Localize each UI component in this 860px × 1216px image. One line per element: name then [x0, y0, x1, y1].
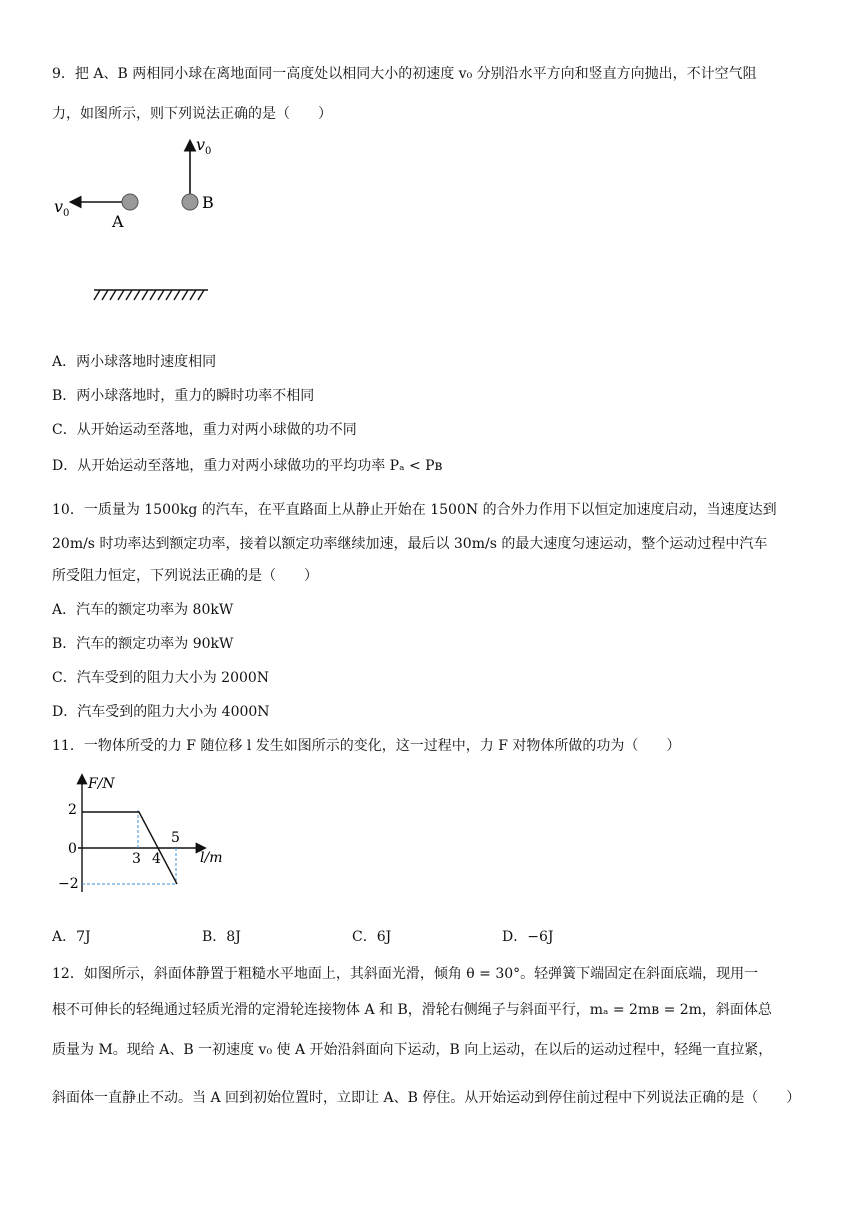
q11-option-c: C．6J [352, 929, 392, 945]
q11-option-a: A．7J [52, 929, 91, 945]
x-tick-5: 5 [171, 830, 180, 846]
v0-sub-b: 0 [205, 146, 212, 157]
y-tick-2: 2 [68, 802, 77, 818]
q9-stem-line2: 力，如图所示，则下列说法正确的是（ ） [52, 106, 332, 122]
q12-stem-line4: 斜面体一直静止不动。当 A 回到初始位置时，立即让 A、B 停住。从开始运动到停住前过程中下列说法正确的是（ ） [52, 1090, 801, 1106]
x-tick-3: 3 [132, 851, 141, 867]
q12-stem-line2: 根不可伸长的轻绳通过轻质光滑的定滑轮连接物体 A 和 B，滑轮右侧绳子与斜面平行，mₐ = 2mʙ = 2m，斜面体总 [52, 1002, 772, 1018]
q10-stem-line2: 20m/s 时功率达到额定功率，接着以额定功率继续加速，最后以 30m/s 的最大速度匀速运动，整个运动过程中汽车 [52, 536, 768, 552]
ball-a-label: A [112, 212, 124, 231]
q9-option-d: D．从开始运动至落地，重力对两小球做功的平均功率 Pₐ < Pʙ [52, 458, 443, 474]
y-tick-neg2: −2 [58, 876, 79, 892]
v0-sub-a: 0 [63, 208, 70, 219]
v0-label-a: v [54, 197, 64, 216]
v0-label-b: v [196, 135, 206, 154]
y-tick-0: 0 [68, 841, 77, 857]
q9-figure [48, 132, 228, 332]
q10-stem-line3: 所受阻力恒定，下列说法正确的是（ ） [52, 568, 318, 584]
x-axis-label: l/m [200, 850, 223, 866]
q12-stem-line1: 12．如图所示，斜面体静置于粗糙水平地面上，其斜面光滑，倾角 θ = 30°。轻弹簧下端固定在斜面底端，现用一 [52, 966, 759, 982]
q11-force-displacement-graph [52, 770, 232, 900]
q9-option-c: C．从开始运动至落地，重力对两小球做的功不同 [52, 422, 357, 438]
x-tick-4: 4 [152, 851, 161, 867]
ground-hatching [94, 290, 208, 300]
ball-b-label: B [202, 193, 214, 212]
q10-option-d: D．汽车受到的阻力大小为 4000N [52, 704, 270, 720]
q12-stem-line3: 质量为 M。现给 A、B 一初速度 v₀ 使 A 开始沿斜面向下运动，B 向上运动，在以后的运动过程中，轻绳一直拉紧， [52, 1042, 773, 1058]
q11-options-row [52, 926, 772, 948]
q10-option-c: C．汽车受到的阻力大小为 2000N [52, 670, 270, 686]
q10-option-a: A．汽车的额定功率为 80kW [52, 602, 234, 618]
q9-stem-line1: 9．把 A、B 两相同小球在离地面同一高度处以相同大小的初速度 v₀ 分别沿水平方向和竖直方向抛出，不计空气阻 [52, 66, 757, 82]
q11-option-b: B．8J [202, 929, 241, 945]
q11-option-d: D．−6J [502, 929, 554, 945]
q10-option-b: B．汽车的额定功率为 90kW [52, 636, 234, 652]
ball-b [182, 194, 198, 210]
q9-option-b: B．两小球落地时，重力的瞬时功率不相同 [52, 388, 315, 404]
q9-option-a: A．两小球落地时速度相同 [52, 354, 217, 370]
q11-stem: 11．一物体所受的力 F 随位移 l 发生如图所示的变化，这一过程中，力 F 对物体所做的功为（ ） [52, 738, 681, 754]
y-axis-label: F/N [88, 776, 115, 792]
q10-stem-line1: 10．一质量为 1500kg 的汽车，在平直路面上从静止开始在 1500N 的合外力作用下以恒定加速度启动，当速度达到 [52, 502, 777, 518]
ball-a [122, 194, 138, 210]
